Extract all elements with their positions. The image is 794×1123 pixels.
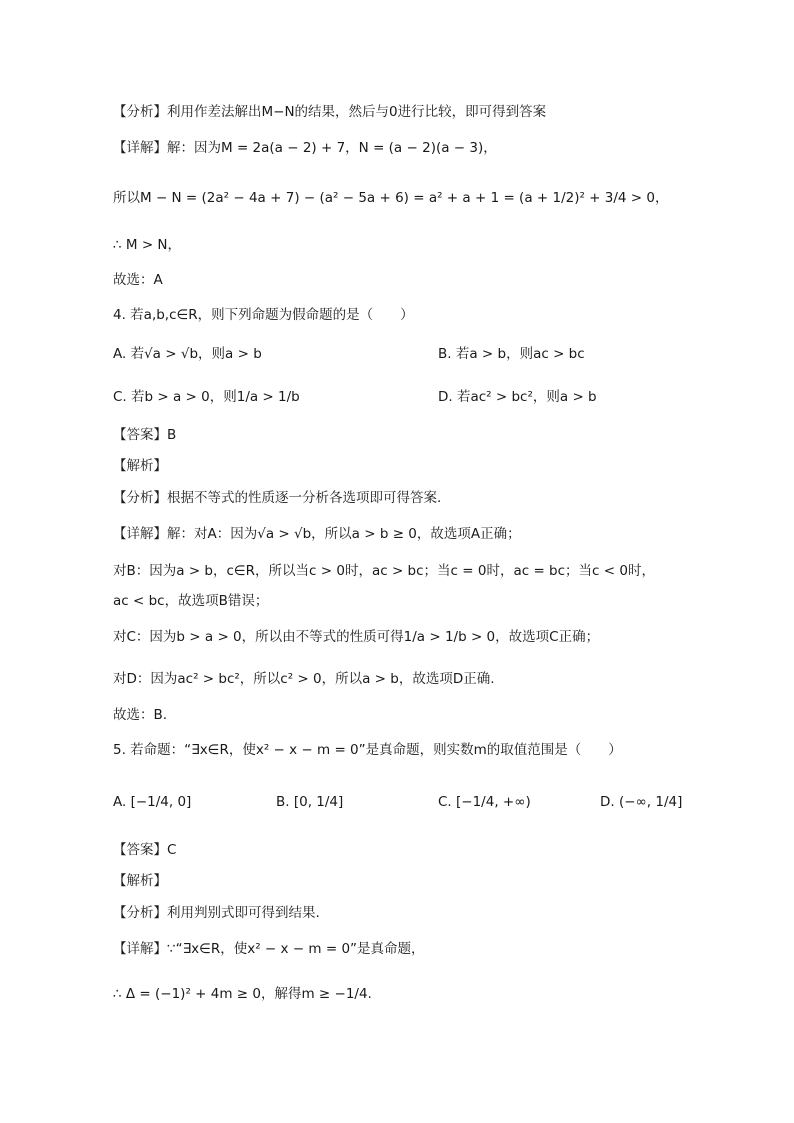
q4-detail-c-text: 对C：因为b > a > 0，所以由不等式的性质可得1/a > 1/b > 0，故选项C正确； <box>113 629 600 645</box>
q5-option-a <box>113 792 191 812</box>
q4-detail-d-text: 对D：因为ac² > bc²，所以c² > 0，所以a > b，故选项D正确. <box>113 671 495 687</box>
q4-choice <box>113 705 167 725</box>
answer-tag: 【答案】 <box>113 842 167 858</box>
q4-detail-b-text-2: ac < bc，故选项B错误； <box>113 593 269 609</box>
detail-tag: 【详解】 <box>113 140 167 156</box>
q5-analysis-text: 利用判别式即可得到结果. <box>167 905 320 921</box>
q5-answer <box>113 840 176 860</box>
q5-detail-1 <box>113 939 425 959</box>
q4-detail-b-text-1: 对B：因为a > b，c∈R，所以当c > 0时，ac > bc；当c = 0时，ac = bc；当c < 0时， <box>113 563 655 579</box>
jiexi-tag: 【解析】 <box>113 873 167 889</box>
q3-analysis-text: 利用作差法解出M−N的结果，然后与0进行比较，即可得到答案 <box>167 104 547 120</box>
q3-analysis-line <box>113 102 546 122</box>
q4-stem-text: 4. 若a,b,c∈R，则下列命题为假命题的是（ ） <box>113 307 414 323</box>
q5-option-d <box>600 792 682 812</box>
q4-option-a <box>113 344 262 364</box>
analysis-tag: 【分析】 <box>113 490 167 506</box>
q4-detail-a <box>113 524 521 544</box>
q5-option-c <box>438 792 531 812</box>
q5-detail-text-1: ∵“∃x∈R，使x² − x − m = 0”是真命题， <box>167 941 425 957</box>
jiexi-tag: 【解析】 <box>113 458 167 474</box>
q3-detail-line-2 <box>113 188 669 208</box>
q4-detail-c <box>113 627 599 647</box>
answer-tag: 【答案】 <box>113 427 167 443</box>
q5-option-d-text: D. (−∞, 1/4] <box>600 794 683 810</box>
q4-analysis <box>113 488 441 508</box>
q4-jiexi <box>113 456 167 476</box>
q5-detail-text-2: ∴ Δ = (−1)² + 4m ≥ 0，解得m ≥ −1/4. <box>113 986 372 1002</box>
q5-answer-value: C <box>167 842 177 858</box>
q3-conclusion <box>113 235 181 255</box>
q4-answer <box>113 425 176 445</box>
q5-jiexi <box>113 871 167 891</box>
q4-option-d <box>438 387 597 407</box>
q4-option-c <box>113 387 300 407</box>
detail-tag: 【详解】 <box>113 526 167 542</box>
q3-detail-line-1 <box>113 138 497 158</box>
q5-option-b-text: B. [0, 1/4] <box>276 794 344 810</box>
q5-analysis <box>113 903 320 923</box>
q3-detail-text-2: 所以M − N = (2a² − 4a + 7) − (a² − 5a + 6) = a² + a + 1 = (a + 1/2)² + 3/4 > 0， <box>113 190 669 206</box>
q5-stem <box>113 740 622 760</box>
q5-option-a-text: A. [−1/4, 0] <box>113 794 192 810</box>
analysis-tag: 【分析】 <box>113 104 167 120</box>
q5-detail-2 <box>113 984 372 1004</box>
analysis-tag: 【分析】 <box>113 905 167 921</box>
q4-detail-d <box>113 669 495 689</box>
q4-analysis-text: 根据不等式的性质逐一分析各选项即可得答案. <box>167 490 442 506</box>
q3-choice <box>113 270 163 290</box>
q4-option-c-text: C. 若b > a > 0，则1/a > 1/b <box>113 389 300 405</box>
q5-option-b <box>276 792 343 812</box>
q3-choice-text: 故选：A <box>113 272 163 288</box>
q3-detail-text-1: 解：因为M = 2a(a − 2) + 7，N = (a − 2)(a − 3)， <box>167 140 497 156</box>
q4-stem <box>113 305 414 325</box>
q5-stem-text: 5. 若命题：“∃x∈R，使x² − x − m = 0”是真命题，则实数m的取值范围是（ ） <box>113 742 622 758</box>
q4-detail-a-text: 解：对A：因为√a > √b，所以a > b ≥ 0，故选项A正确； <box>167 526 521 542</box>
q4-option-a-text: A. 若√a > √b，则a > b <box>113 346 262 362</box>
q5-option-c-text: C. [−1/4, +∞) <box>438 794 531 810</box>
q4-option-b <box>438 344 585 364</box>
q4-answer-value: B <box>167 427 177 443</box>
q3-conclusion-text: ∴ M > N， <box>113 237 182 253</box>
q4-option-d-text: D. 若ac² > bc²，则a > b <box>438 389 597 405</box>
q4-detail-b-1 <box>113 561 655 581</box>
detail-tag: 【详解】 <box>113 941 167 957</box>
q4-choice-text: 故选：B. <box>113 707 168 723</box>
q4-detail-b-2 <box>113 591 268 611</box>
q4-option-b-text: B. 若a > b，则ac > bc <box>438 346 585 362</box>
